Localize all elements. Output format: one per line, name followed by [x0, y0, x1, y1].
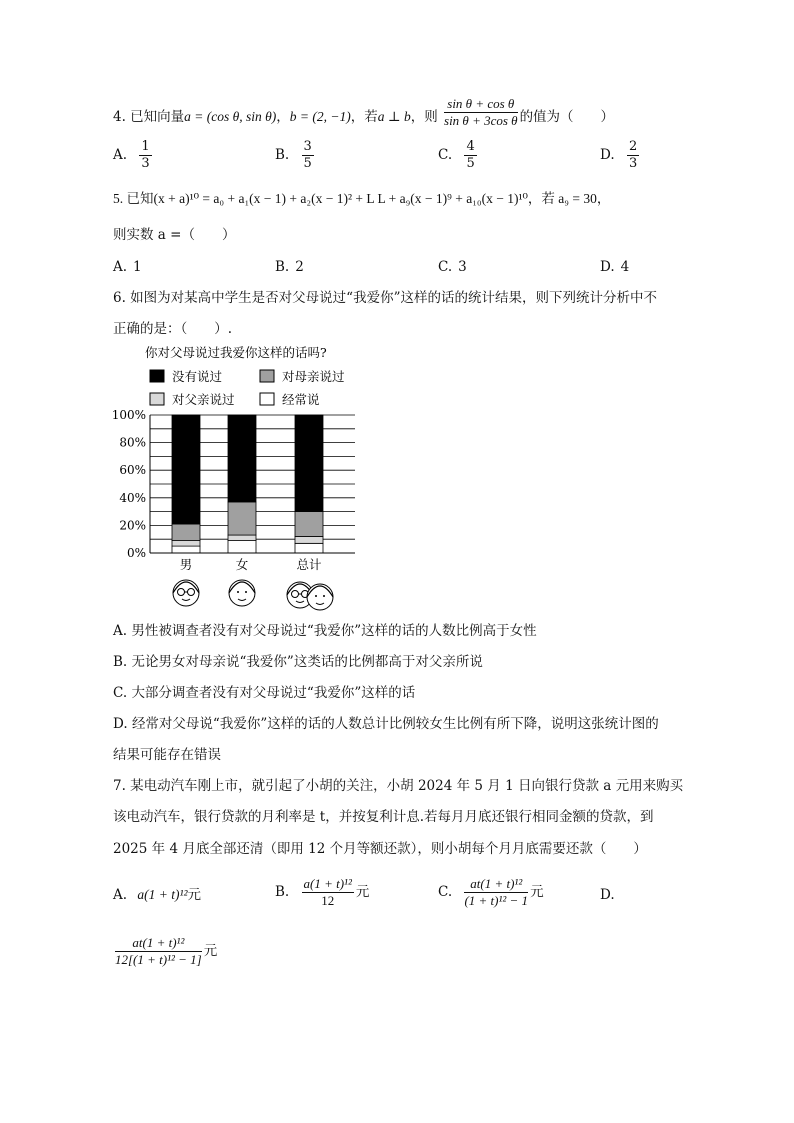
option-label: B. — [275, 147, 290, 163]
bar-segment — [228, 541, 256, 553]
q6-stem-line2: 正确的是：（ ）. — [113, 321, 233, 337]
bar-segment — [172, 415, 200, 524]
denominator: 5 — [466, 156, 475, 171]
y-tick-label: 100% — [111, 408, 146, 422]
x-tick-label: 女 — [235, 557, 249, 572]
bar-segment — [228, 415, 256, 502]
q4-expression — [444, 96, 518, 129]
option-fraction — [627, 139, 639, 172]
legend-swatch — [150, 393, 164, 405]
q4-expr-denominator: sin θ + 3cos θ — [444, 113, 518, 128]
q6-option-c[interactable] — [113, 684, 415, 702]
legend-swatch — [260, 370, 274, 382]
option-text: 经常对父母说“我爱你”这样的话的人数总计比例较女生比例有所下降，说明这张统计图的 — [131, 716, 659, 732]
stacked-bar-chart — [110, 342, 370, 614]
q6-stem-line1: 6. 如图为对某高中学生是否对父母说过“我爱你”这样的话的统计结果，则下列统计分析中不 — [113, 290, 657, 306]
option-text: 大部分调查者没有对父母说过“我爱你”这样的话 — [131, 685, 416, 701]
option-label: B. — [275, 259, 290, 275]
denominator: 3 — [141, 156, 150, 171]
q5-stem-line1: 5. 已知(x + a)¹⁰ = a₀ + a₁(x − 1) + a₂(x − 1)² + L L + a₉(x − 1)⁹ + a₁₀(x − 1)¹⁰，若 a₉ = 30， — [113, 191, 611, 206]
option-fraction — [139, 139, 151, 172]
man-face-icon — [173, 580, 199, 606]
legend-label: 没有说过 — [172, 369, 223, 384]
option-expr: a(1 + t)¹² — [137, 887, 188, 902]
numerator: 4 — [466, 139, 475, 154]
option-label: D. — [113, 716, 128, 732]
y-tick-label: 20% — [119, 518, 146, 533]
option-text: 3 — [458, 259, 467, 275]
q4-option-c[interactable] — [438, 139, 479, 172]
option-unit: 元 — [203, 943, 218, 959]
denominator: (1 + t)¹² − 1 — [464, 893, 529, 908]
y-tick-label: 40% — [119, 490, 146, 505]
chart-face-icons — [173, 580, 333, 610]
legend-swatch — [150, 370, 164, 382]
option-label: A. — [113, 623, 128, 639]
option-label: D. — [600, 259, 615, 275]
y-tick-label: 80% — [119, 435, 146, 450]
option-unit: 元 — [530, 884, 544, 900]
q4-cond-prefix: ，若 — [350, 109, 378, 125]
option-text: 无论男女对母亲说“我爱你”这类话的比例都高于对父亲所说 — [131, 654, 483, 670]
chart-bars — [172, 415, 323, 553]
woman-face-icon — [307, 584, 333, 610]
chart-y-axis — [112, 408, 150, 560]
q4-vector-b: b = (2, −1) — [289, 109, 351, 124]
denominator: 5 — [303, 156, 312, 171]
q4-condition: a ⊥ b — [377, 109, 411, 124]
numerator: 1 — [141, 139, 150, 154]
q6-option-b[interactable] — [113, 653, 483, 671]
option-text: 1 — [133, 259, 142, 275]
option-label: C. — [438, 259, 453, 275]
q6-option-a[interactable] — [113, 622, 537, 640]
q7-option-c[interactable] — [438, 876, 544, 909]
numerator: 3 — [303, 139, 312, 154]
y-tick-label: 0% — [126, 546, 146, 560]
option-label: D. — [600, 147, 615, 163]
q7-option-b[interactable] — [275, 876, 369, 909]
q5-option-b[interactable] — [275, 258, 304, 276]
denominator: 12[(1 + t)¹² − 1] — [115, 952, 202, 967]
q4-option-a[interactable] — [113, 139, 154, 172]
q7-option-d[interactable] — [113, 935, 217, 968]
option-fraction — [464, 876, 528, 909]
numerator: a(1 + t)¹² — [303, 876, 352, 891]
option-label: D. — [600, 887, 615, 903]
option-label: A. — [113, 887, 128, 903]
x-tick-label: 总计 — [296, 557, 322, 572]
q4-then: ，则 — [410, 109, 438, 125]
chart-x-axis — [150, 553, 355, 572]
q5-option-c[interactable] — [438, 258, 467, 276]
option-fraction — [302, 139, 314, 172]
option-label: B. — [275, 884, 290, 900]
q5-stem-line2: 则实数 a =（ ） — [113, 227, 236, 243]
numerator: 2 — [628, 139, 638, 154]
bar-segment — [295, 543, 323, 553]
option-label: A. — [113, 259, 128, 275]
q6-option-d[interactable] — [113, 715, 659, 733]
option-fraction — [115, 935, 202, 968]
option-label: A. — [113, 147, 128, 163]
q7-option-d-label[interactable] — [600, 886, 621, 904]
q5-option-a[interactable] — [113, 258, 142, 276]
legend-label: 对父亲说过 — [172, 392, 235, 407]
option-fraction — [464, 139, 476, 172]
q4-expr-numerator: sin θ + cos θ — [444, 96, 518, 113]
denominator: 3 — [628, 156, 638, 171]
bar-segment — [228, 502, 256, 535]
option-text: 2 — [295, 259, 304, 275]
option-unit: 元 — [187, 887, 202, 903]
q5-option-d[interactable] — [600, 258, 629, 276]
option-fraction — [302, 876, 354, 909]
option-text: 男性被调查者没有对父母说过“我爱你”这样的话的人数比例高于女性 — [131, 623, 537, 639]
option-label: C. — [438, 884, 453, 900]
option-text: 4 — [620, 259, 630, 275]
bar-segment — [295, 512, 323, 537]
x-tick-label: 男 — [179, 557, 193, 572]
q4-vector-a: a = (cos θ, sin θ) — [184, 109, 277, 124]
chart-legend — [150, 369, 345, 407]
bar-segment — [295, 415, 323, 512]
q7-stem-line2: 该电动汽车，银行贷款的月利率是 t，并按复利计息.若每月月底还银行相同金额的贷款，到 — [113, 809, 654, 825]
option-label: C. — [113, 685, 128, 701]
option-label: C. — [438, 147, 453, 163]
q4-prefix: 4. 已知向量 — [113, 109, 185, 125]
option-unit: 元 — [355, 884, 370, 900]
numerator: at(1 + t)¹² — [115, 935, 202, 952]
bar-segment — [172, 546, 200, 553]
bar-segment — [172, 541, 200, 547]
q4-option-b[interactable] — [275, 139, 316, 172]
legend-label: 经常说 — [282, 392, 320, 407]
bar-segment — [228, 535, 256, 541]
q4-stem: 4. 已知向量a = (cos θ, sin θ)，b = (2, −1)，若a ⊥ b，则 $\frac{\text{sin θ + cos θ}}{\text{sin θ + 3cos θ}}$ 的值为（ ） — [113, 96, 615, 128]
legend-swatch — [260, 393, 274, 405]
bar-segment — [172, 524, 200, 541]
q6-option-d-cont: 结果可能存在错误 — [113, 747, 221, 763]
option-label: B. — [113, 654, 128, 670]
q7-stem-line1: 7. 某电动汽车刚上市，就引起了小胡的关注，小胡 2024 年 5 月 1 日向银行贷款 a 元用来购买 — [113, 778, 684, 794]
numerator: at(1 + t)¹² — [464, 876, 528, 893]
q7-option-a[interactable] — [113, 886, 201, 904]
denominator: 12 — [321, 893, 335, 908]
woman-face-icon — [229, 580, 255, 606]
q4-suffix: 的值为（ ） — [519, 109, 615, 125]
q4-option-d[interactable] — [600, 139, 641, 172]
legend-label: 对母亲说过 — [282, 369, 345, 384]
q7-stem-line3: 2025 年 4 月底全部还清（即用 12 个月等额还款），则小胡每个月月底需要还款（ ） — [113, 841, 647, 857]
y-tick-label: 60% — [119, 463, 146, 478]
chart-title: 你对父母说过我爱你这样的话吗? — [145, 345, 327, 360]
bar-segment — [295, 536, 323, 543]
